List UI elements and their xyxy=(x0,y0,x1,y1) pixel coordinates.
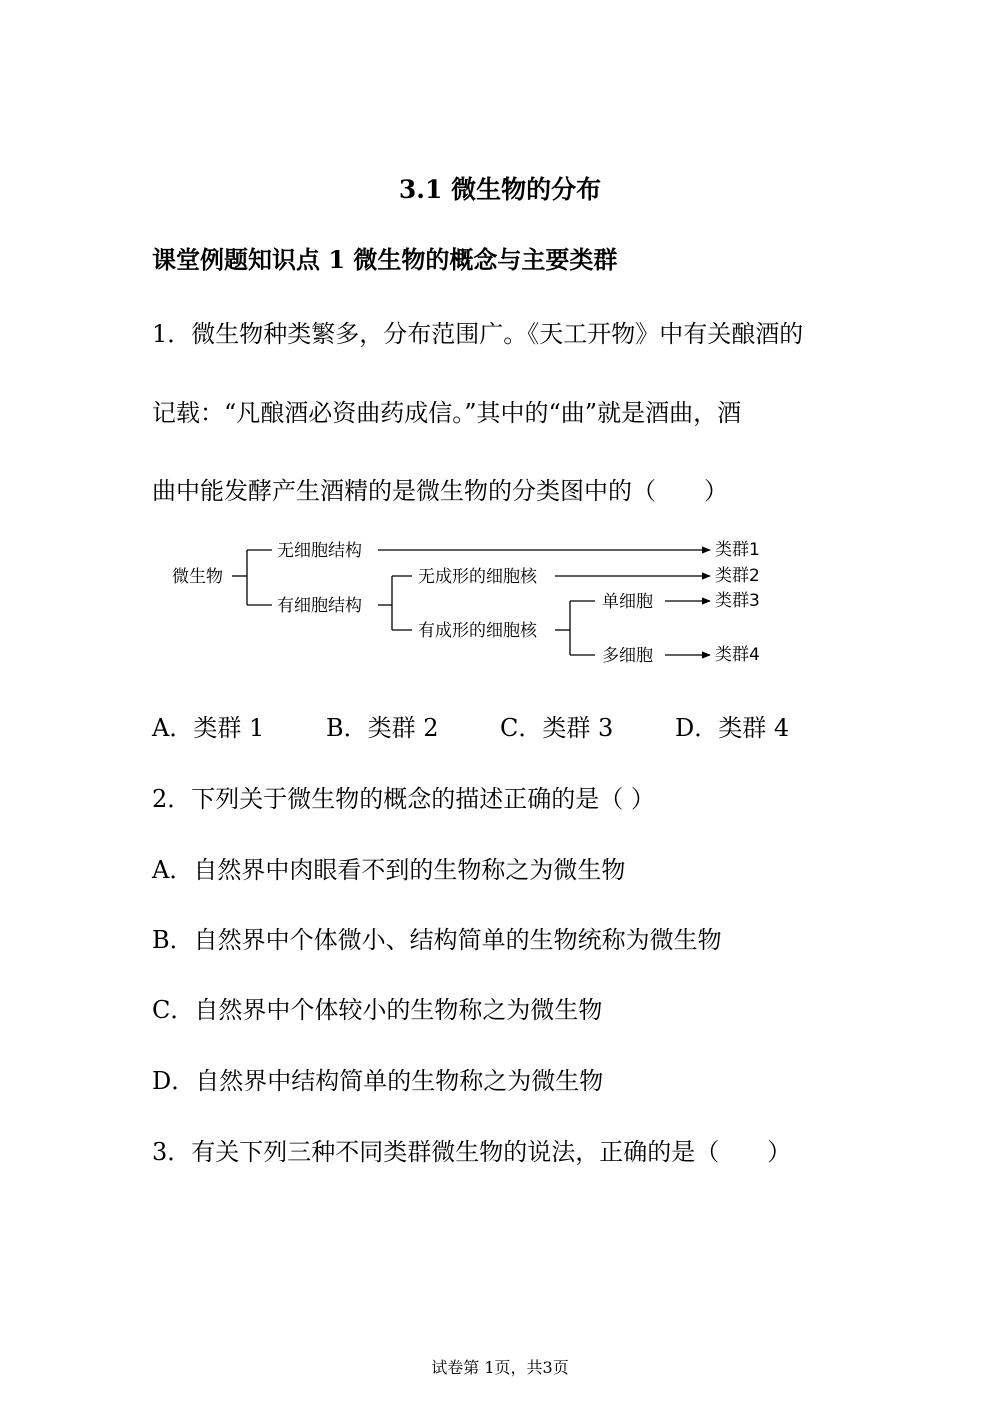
diagram-group-3: 类群3 xyxy=(715,591,760,611)
page-title: 3.1 微生物的分布 xyxy=(398,175,602,204)
diagram-single-cell-label: 单细胞 xyxy=(602,592,653,612)
question-1-option-c: C．类群 3 xyxy=(500,714,614,742)
diagram-has-cell-label: 有细胞结构 xyxy=(277,596,362,616)
question-2-stem: 2．下列关于微生物的概念的描述正确的是（ ） xyxy=(152,785,655,813)
question-2-option-d: D．自然界中结构简单的生物称之为微生物 xyxy=(152,1067,604,1095)
question-2-option-b: B．自然界中个体微小、结构简单的生物统称为微生物 xyxy=(152,926,722,954)
question-1-option-a: A．类群 1 xyxy=(152,714,265,742)
diagram-root-label: 微生物 xyxy=(172,567,223,587)
page-footer: 试卷第 1页，共3页 xyxy=(431,1358,569,1377)
question-3-stem: 3．有关下列三种不同类群微生物的说法，正确的是（ ） xyxy=(152,1138,792,1166)
question-1-line-3: 曲中能发酵产生酒精的是微生物的分类图中的（ ） xyxy=(152,477,728,505)
microbe-classification-diagram xyxy=(150,528,790,673)
diagram-has-nucleus-label: 有成形的细胞核 xyxy=(418,621,537,641)
diagram-no-cell-label: 无细胞结构 xyxy=(277,541,362,561)
question-1-line-2: 记载：“凡酿酒必资曲药成信。”其中的“曲”就是酒曲，酒 xyxy=(152,399,742,427)
diagram-group-4: 类群4 xyxy=(715,645,760,665)
diagram-multi-cell-label: 多细胞 xyxy=(602,646,653,666)
diagram-group-1: 类群1 xyxy=(715,540,760,560)
question-2-option-a: A．自然界中肉眼看不到的生物称之为微生物 xyxy=(152,856,626,884)
question-1-option-b: B．类群 2 xyxy=(326,714,439,742)
question-2-option-c: C．自然界中个体较小的生物称之为微生物 xyxy=(152,996,603,1024)
question-1-option-d: D．类群 4 xyxy=(675,714,790,742)
section-heading: 课堂例题知识点 1 微生物的概念与主要类群 xyxy=(152,245,618,274)
diagram-group-2: 类群2 xyxy=(715,566,760,586)
question-1-line-1: 1．微生物种类繁多，分布范围广。《天工开物》中有关酿酒的 xyxy=(152,320,804,348)
diagram-no-nucleus-label: 无成形的细胞核 xyxy=(418,567,537,587)
